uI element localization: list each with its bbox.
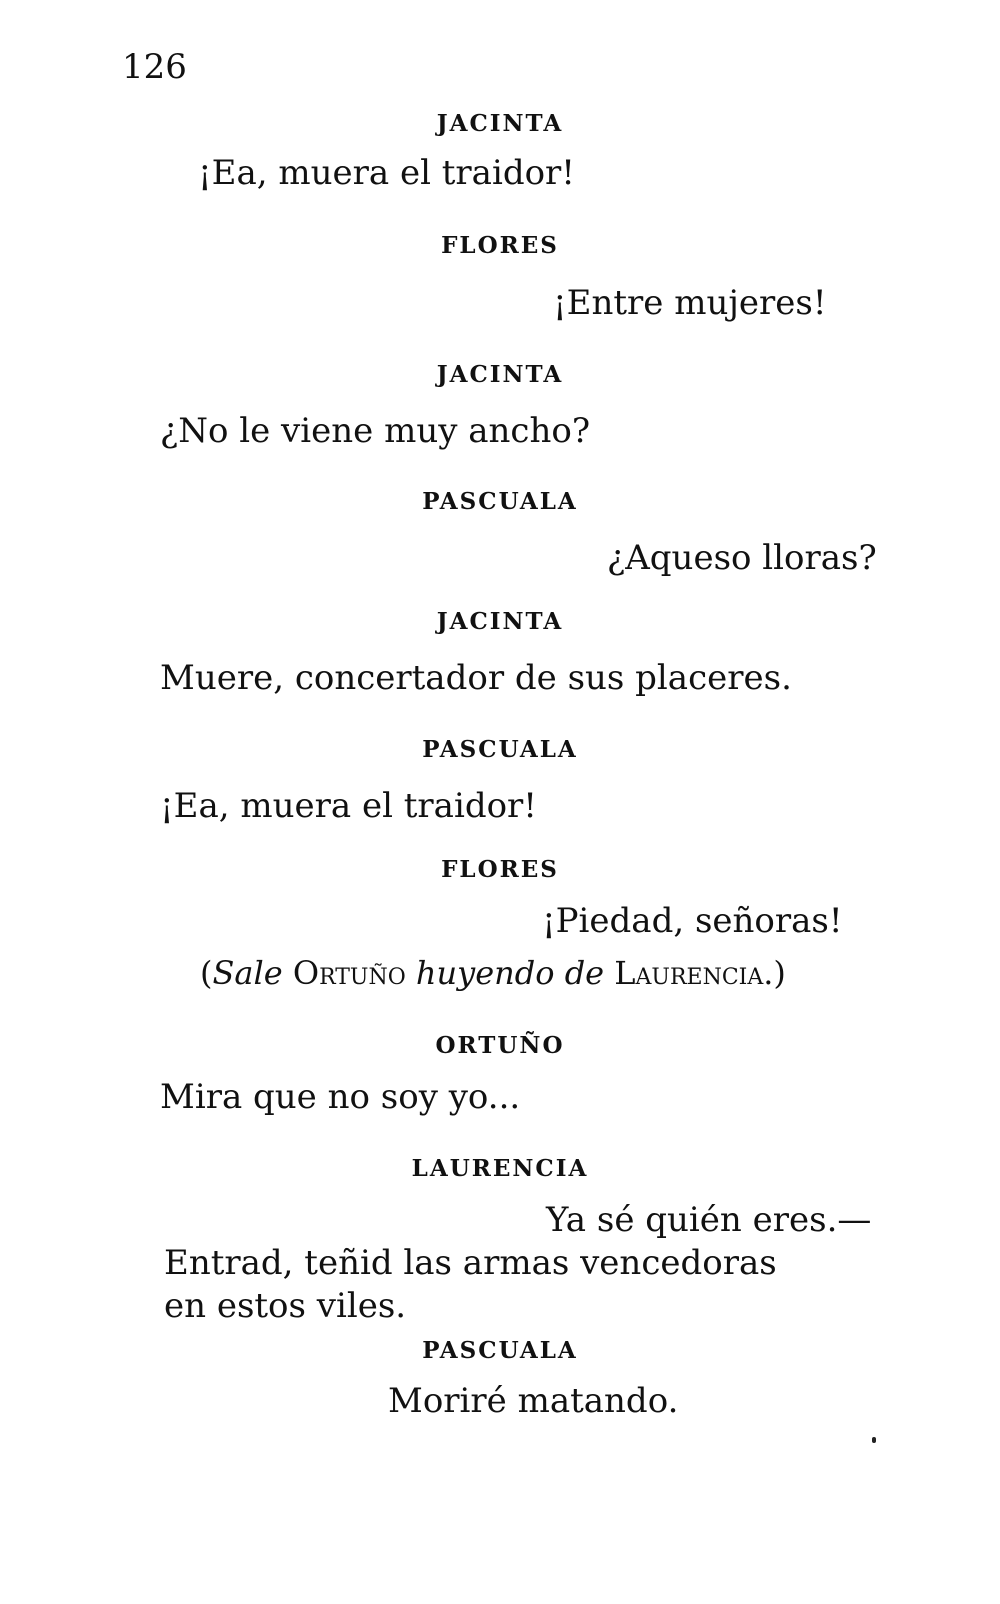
verse-line: ¡Piedad, señoras! bbox=[542, 901, 843, 941]
stage-huyendo: huyendo bbox=[415, 954, 555, 992]
speaker-pascuala: PASCUALA bbox=[422, 1337, 578, 1364]
stage-close: .) bbox=[763, 954, 786, 992]
ink-speck bbox=[872, 1437, 876, 1443]
stage-ortuno: Ortuño bbox=[292, 954, 406, 992]
page-number: 126 bbox=[122, 47, 187, 87]
stage-sale: Sale bbox=[212, 954, 283, 992]
stage-de: de bbox=[564, 954, 605, 992]
verse-line: ¿No le viene muy ancho? bbox=[160, 411, 591, 451]
speaker-flores: FLORES bbox=[441, 856, 559, 883]
speaker-jacinta: JACINTA bbox=[436, 608, 564, 635]
verse-line: ¡Ea, muera el traidor! bbox=[198, 153, 575, 193]
verse-line: ¡Entre mujeres! bbox=[553, 283, 827, 323]
verse-line: Moriré matando. bbox=[388, 1381, 679, 1421]
speaker-ortuno: ORTUÑO bbox=[435, 1032, 565, 1059]
verse-line: Entrad, teñid las armas vencedoras bbox=[164, 1243, 777, 1283]
verse-line: Ya sé quién eres.— bbox=[546, 1200, 872, 1240]
speaker-pascuala: PASCUALA bbox=[422, 736, 578, 763]
verse-line: ¿Aqueso lloras? bbox=[607, 538, 877, 578]
stage-open: ( bbox=[200, 954, 213, 992]
speaker-jacinta: JACINTA bbox=[436, 361, 564, 388]
verse-line: en estos viles. bbox=[164, 1286, 407, 1326]
speaker-jacinta: JACINTA bbox=[436, 110, 564, 137]
speaker-pascuala: PASCUALA bbox=[422, 488, 578, 515]
speaker-laurencia: LAURENCIA bbox=[411, 1155, 589, 1182]
stage-direction bbox=[200, 954, 786, 992]
verse-line: Mira que no soy yo... bbox=[160, 1077, 521, 1117]
speaker-flores: FLORES bbox=[441, 232, 559, 259]
verse-line: ¡Ea, muera el traidor! bbox=[160, 786, 537, 826]
stage-laurencia: Laurencia bbox=[614, 954, 764, 992]
verse-line: Muere, concertador de sus placeres. bbox=[160, 658, 792, 698]
